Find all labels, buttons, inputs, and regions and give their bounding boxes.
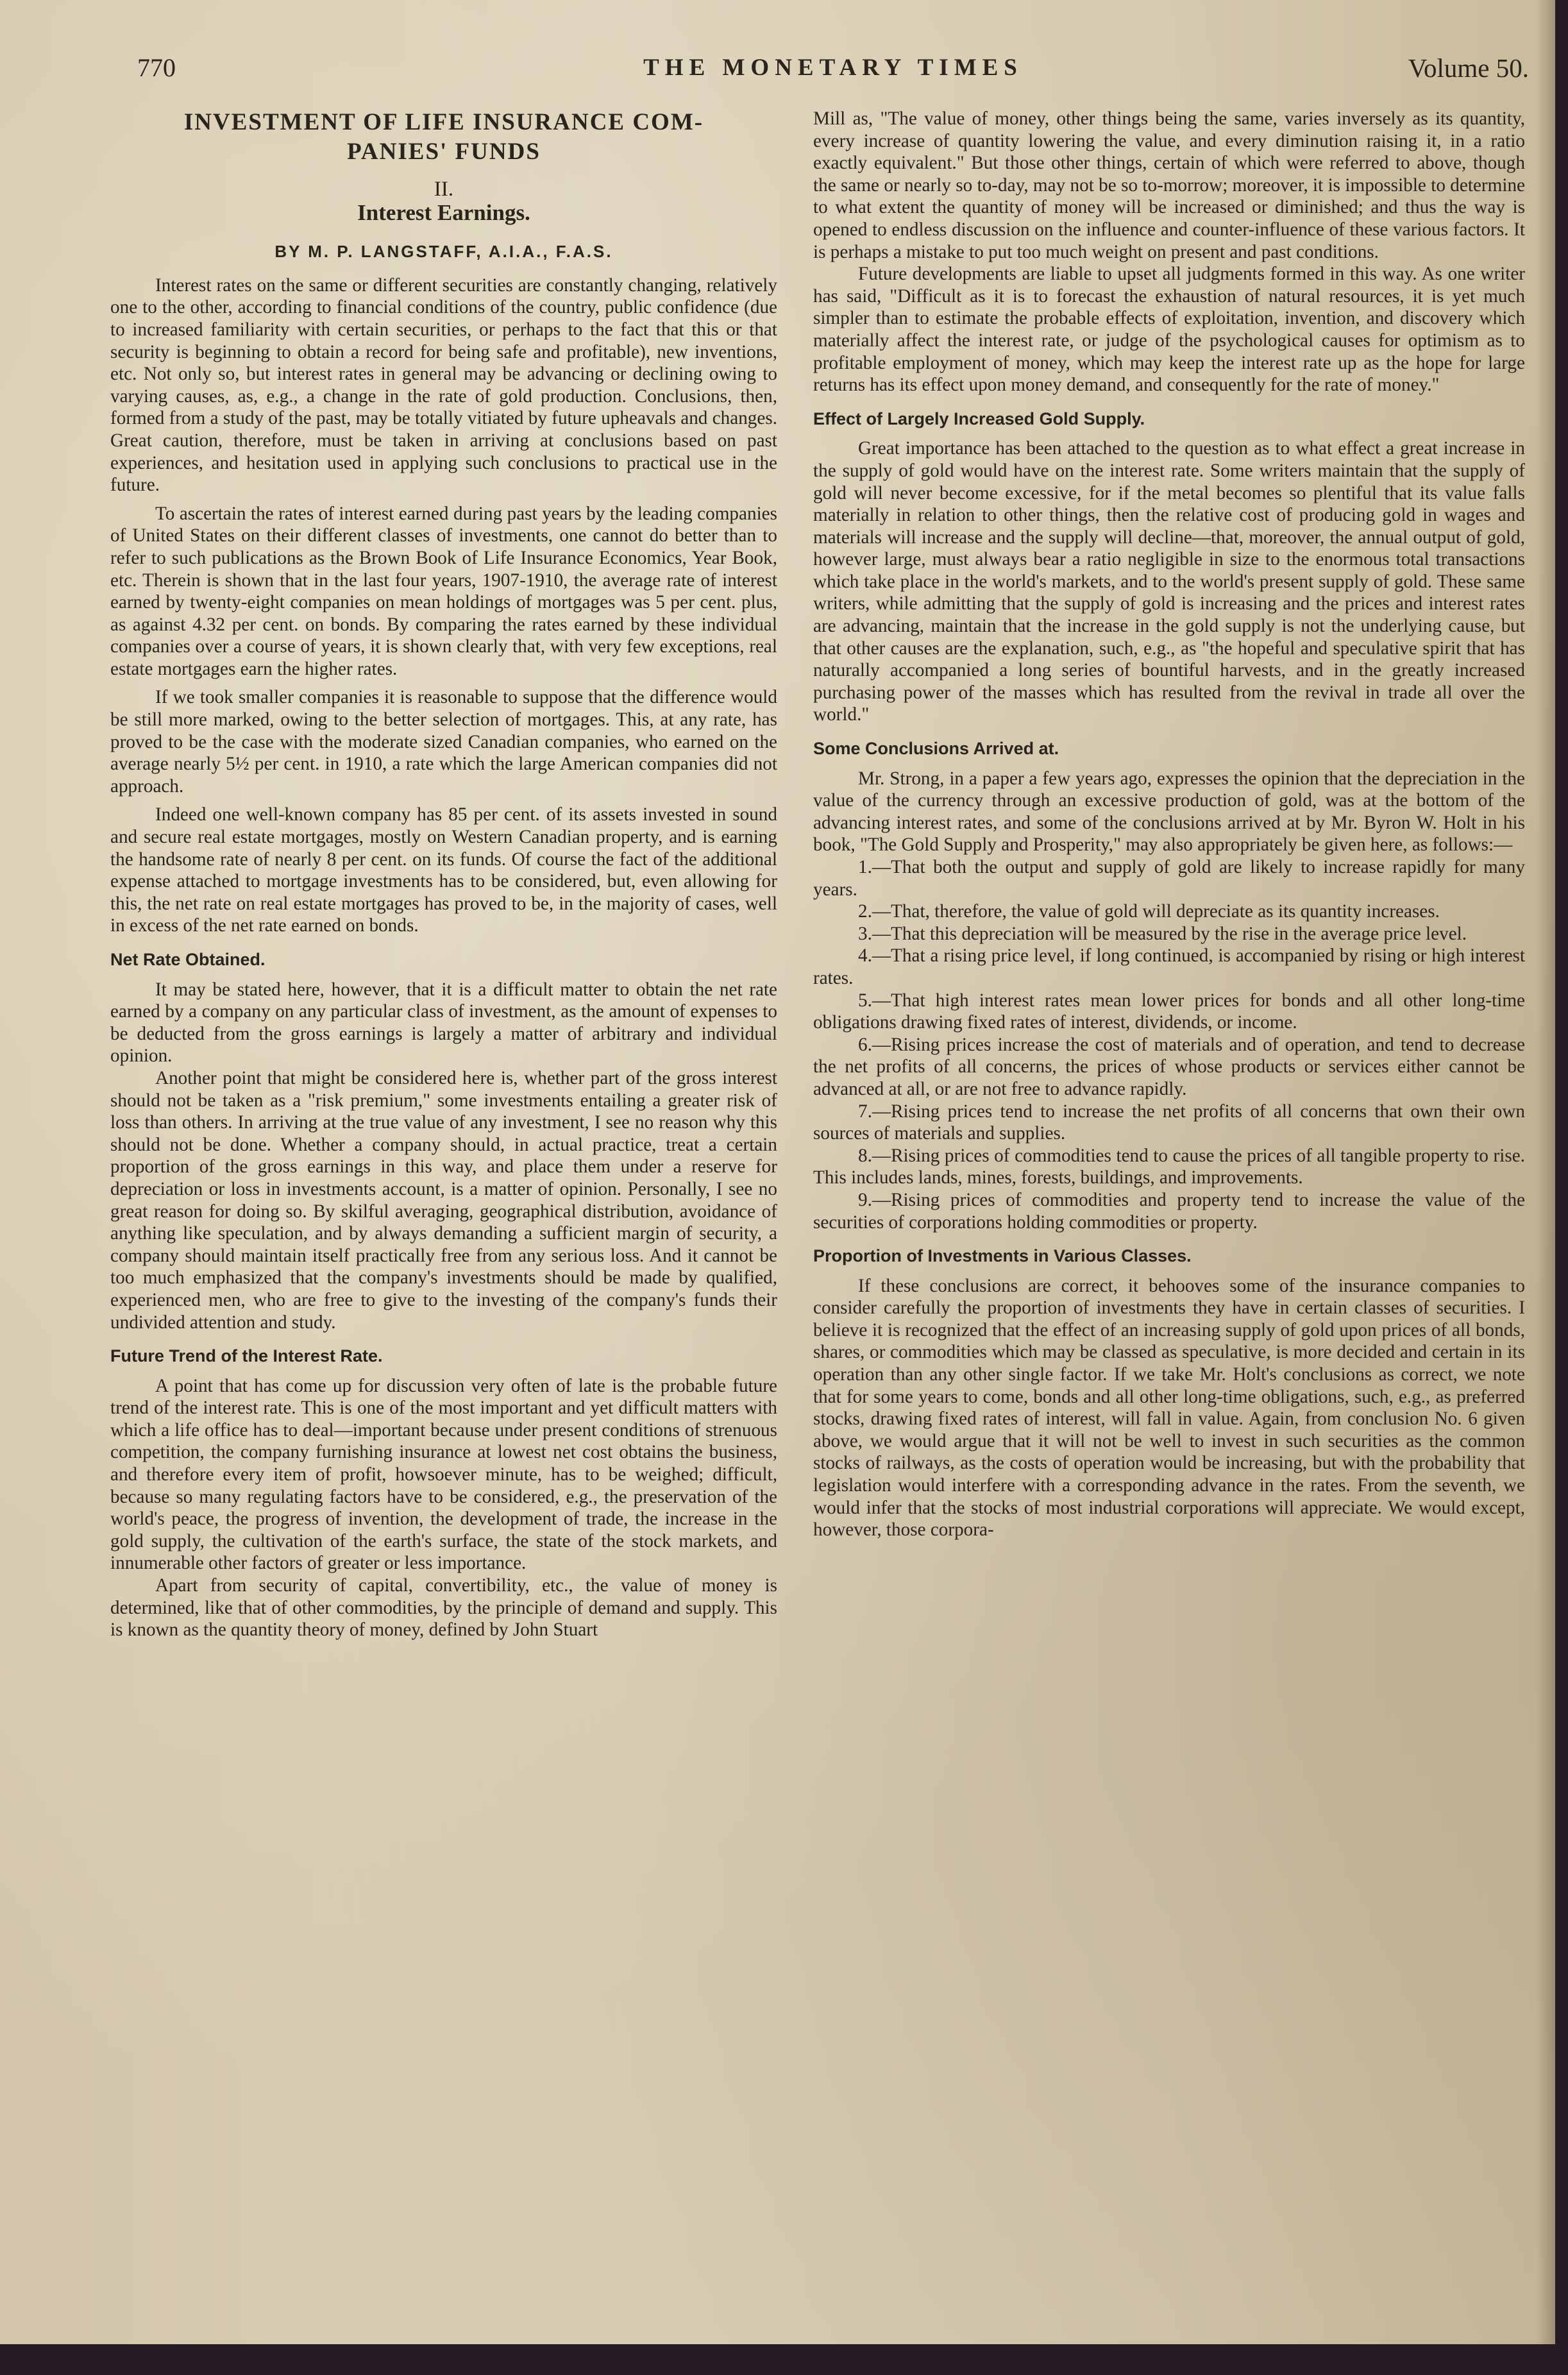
paragraph: Mr. Strong, in a paper a few years ago, expresses the opinion that the depreciation in the value of the currency through an excessive production of gold, was at the bottom of the advancing interest rates, and some of the conclusions arrived at by Mr. Byron W. Holt in his book, "The Gold Supply and Prosperity," may also appropriately be given here, as follows:—	[813, 768, 1525, 856]
masthead: THE MONETARY TIMES	[643, 55, 1023, 81]
paragraph: Interest rates on the same or different securities are constantly changing, relatively one to the other, according to financial conditions of the country, public confidence (due to increased familiarity with certain securities, or perhaps to the fact that this or that security is beginning to obtain a record for being safe and profitable), new inventions, etc. Not only so, but interest rates in general may be advancing or declining owing to varying causes, as, e.g., a change in the rate of gold production. Conclusions, then, formed from a study of the past, may be totally vitiated by future upheavals and changes. Great caution, therefore, must be taken in arriving at conclusions based on past experiences, and hesitation used in applying such conclusions to practical use in the future.	[110, 275, 777, 496]
running-header	[137, 53, 1529, 86]
conclusion-item: 3.—That this depreciation will be measured by the rise in the average price level.	[858, 923, 1467, 944]
left-column	[110, 108, 777, 1641]
paragraph: To ascertain the rates of interest earned during past years by the leading companies of United States on their different classes of investments, one cannot do better than to refer to such publications as the Brown Book of Life Insurance Economics, Year Book, etc. Therein is shown that in the last four years, 1907-1910, the average rate of interest earned by twenty-eight companies on mean holdings of mortgages was 5 per cent. plus, as against 4.32 per cent. on bonds. By comparing the rates earned by these individual companies over a course of years, it is shown clearly that, with very few exceptions, real estate mortgages earn the higher rates.	[110, 503, 777, 679]
article-title	[110, 108, 777, 167]
paragraph: Another point that might be considered here is, whether part of the gross interest should not be taken as a "risk premium," some investments entailing a greater risk of loss than others. In arriving at the true value of any investment, I see no reason why this should not be done. Whether a company should, in actual practice, treat a certain proportion of the gross earnings in this way, and place them under a reserve for depreciation or loss in investments account, is a matter of opinion. Personally, I see no great reason for doing so. By skilful averaging, geographical distribution, avoidance of anything like speculation, and by always demanding a sufficient margin of security, a company should maintain itself practically free from any serious loss. And it cannot be too much emphasized that the company's investments should be made by qualified, experienced men, who are free to give to the investing of the company's funds their undivided attention and study.	[110, 1067, 777, 1333]
article-title-line-1: INVESTMENT OF LIFE INSURANCE COM-	[183, 109, 704, 135]
section-heading-proportion: Proportion of Investments in Various Classes.	[813, 1246, 1192, 1266]
paragraph: Mill as, "The value of money, other things being the same, varies inversely as its quantity, every increase of quantity lowering the value, and every diminution raising it, in a ratio exactly equivalent." But those other things, certain of which were referred to above, though the same or nearly so to-day, may not be so to-morrow; moreover, it is impossible to determine to what extent the quantity of money will be increased or diminished; and thus the way is opened to endless discussion on the influence and counter-influence of these various factors. It is perhaps a mistake to put too much weight on present and past conditions.	[813, 108, 1525, 262]
conclusion-item: 6.—Rising prices increase the cost of materials and of operation, and tend to decrease the net profits of all concerns, the prices of whose products or services either cannot be advanced at all, or are not free to advance rapidly.	[813, 1034, 1525, 1099]
article-title-line-2: PANIES' FUNDS	[347, 139, 541, 165]
section-heading-conclusions: Some Conclusions Arrived at.	[813, 739, 1059, 759]
paragraph: A point that has come up for discussion very often of late is the probable future trend of the interest rate. This is one of the most important and yet difficult matters with which a life office has to deal—important because under present conditions of strenuous competition, the company furnishing insurance at lowest net cost obtains the business, and therefore every item of profit, howsoever minute, has to be weighed; difficult, because so many regulating factors have to be considered, e.g., the preservation of the world's peace, the progress of invention, the development of trade, the increase in the gold supply, the cultivation of the earth's surface, the state of the stock markets, and innumerable other factors of greater or less importance.	[110, 1375, 777, 1574]
conclusion-item: 9.—Rising prices of commodities and property tend to increase the value of the securities of corporations holding commodities or property.	[813, 1189, 1525, 1233]
right-column	[813, 108, 1525, 1541]
section-heading-net-rate: Net Rate Obtained.	[110, 950, 266, 969]
byline: BY M. P. LANGSTAFF, A.I.A., F.A.S.	[274, 242, 613, 262]
conclusion-item: 4.—That a rising price level, if long continued, is accompanied by rising or high interest rates.	[813, 945, 1525, 988]
paragraph: Future developments are liable to upset all judgments formed in this way. As one writer has said, "Difficult as it is to forecast the exhaustion of natural resources, it is yet much simpler than to estimate the probable effects of exploitation, invention, and discovery which materially affect the interest rate, or judge of the psychological causes for optimism as to profitable employment of money, which may keep the interest rate up as the hope for large returns has its effect upon money demand, and consequently for the rate of money."	[813, 264, 1525, 396]
part-number: II.	[434, 178, 454, 201]
paragraph: It may be stated here, however, that it is a difficult matter to obtain the net rate earned by a company on any particular class of investment, as the amount of expenses to be deducted from the gross earnings is largely a matter of arbitrary and individual opinion.	[110, 979, 777, 1067]
section-heading-gold-supply: Effect of Largely Increased Gold Supply.	[813, 409, 1145, 428]
paragraph: Indeed one well-known company has 85 per cent. of its assets invested in sound and secure real estate mortgages, mostly on Western Canadian property, and is earning the handsome rate of nearly 8 per cent. on its funds. Of course the fact of the additional expense attached to mortgage investments has to be considered, but, even allowing for this, the net rate on real estate mortgages has proved to be, in the majority of cases, well in excess of the net rate earned on bonds.	[110, 804, 777, 936]
conclusion-item: 8.—Rising prices of commodities tend to cause the prices of all tangible property to rise. This includes lands, mines, forests, buildings, and improvements.	[813, 1145, 1525, 1188]
paragraph: Apart from security of capital, convertibility, etc., the value of money is determined, like that of other commodities, by the principle of demand and supply. This is known as the quantity theory of money, defined by John Stuart	[110, 1575, 777, 1641]
page-binding-shadow	[1536, 0, 1555, 2344]
conclusion-item: 5.—That high interest rates mean lower prices for bonds and all other long-time obligations drawing fixed rates of interest, dividends, or income.	[813, 990, 1525, 1033]
conclusion-item: 1.—That both the output and supply of gold are likely to increase rapidly for many years.	[813, 857, 1525, 900]
paragraph: If we took smaller companies it is reasonable to suppose that the difference would be still more marked, owing to the better selection of mortgages. This, at any rate, has proved to be the case with the moderate sized Canadian companies, who earned on the average nearly 5½ per cent. in 1910, a rate which the large American companies did not approach.	[110, 687, 777, 797]
paragraph: If these conclusions are correct, it behooves some of the insurance companies to consider carefully the proportion of investments they have in certain classes of securities. I believe it is recognized that the effect of an increasing supply of gold upon prices of all bonds, shares, or commodities which may be classed as speculative, is more decided and certain in its operation than any other single factor. If we take Mr. Holt's conclusions as correct, we note that for some years to come, bonds and all other long-time obligations, such, e.g., as preferred stocks, drawing fixed rates of interest, will fall in value. Again, from conclusion No. 6 given above, we would argue that it will not be well to invest in such securities as the common stocks of railways, as the costs of operation would be increasing, but with the probability that legislation would interfere with a corresponding advance in the rates. From the seventh, we would infer that the stocks of most industrial corporations will appreciate. We would except, however, those corpora-	[813, 1275, 1525, 1541]
section-heading-future-trend: Future Trend of the Interest Rate.	[110, 1346, 383, 1366]
paragraph: Great importance has been attached to the question as to what effect a great increase in the supply of gold would have on the interest rate. Some writers maintain that the supply of gold will never become excessive, for if the metal becomes so plentiful that its value falls materially in relation to other things, then the relative cost of producing gold in wages and materials will increase and the supply will decline—that, moreover, the annual output of gold, however large, must always bear a ratio negligible in size to the enormous total transactions which take place in the world's markets, and to the world's present supply of gold. These same writers, while admitting that the supply of gold is increasing and the prices and interest rates are advancing, maintain that the increase in the gold supply is not the underlying cause, but that other causes are the explanation, such, e.g., as "the hopeful and speculative spirit that has naturally accompanied a long series of bountiful harvests, and in the greatly increased purchasing power of the masses which has resulted from the revival in trade all over the world."	[813, 438, 1525, 725]
page-number: 770	[137, 53, 176, 82]
volume-label: Volume 50.	[1408, 53, 1529, 83]
conclusion-item: 2.—That, therefore, the value of gold will depreciate as its quantity increases.	[858, 901, 1440, 922]
article-subtitle: Interest Earnings.	[357, 199, 530, 225]
conclusion-item: 7.—Rising prices tend to increase the net profits of all concerns that own their own sources of materials and supplies.	[813, 1101, 1525, 1144]
